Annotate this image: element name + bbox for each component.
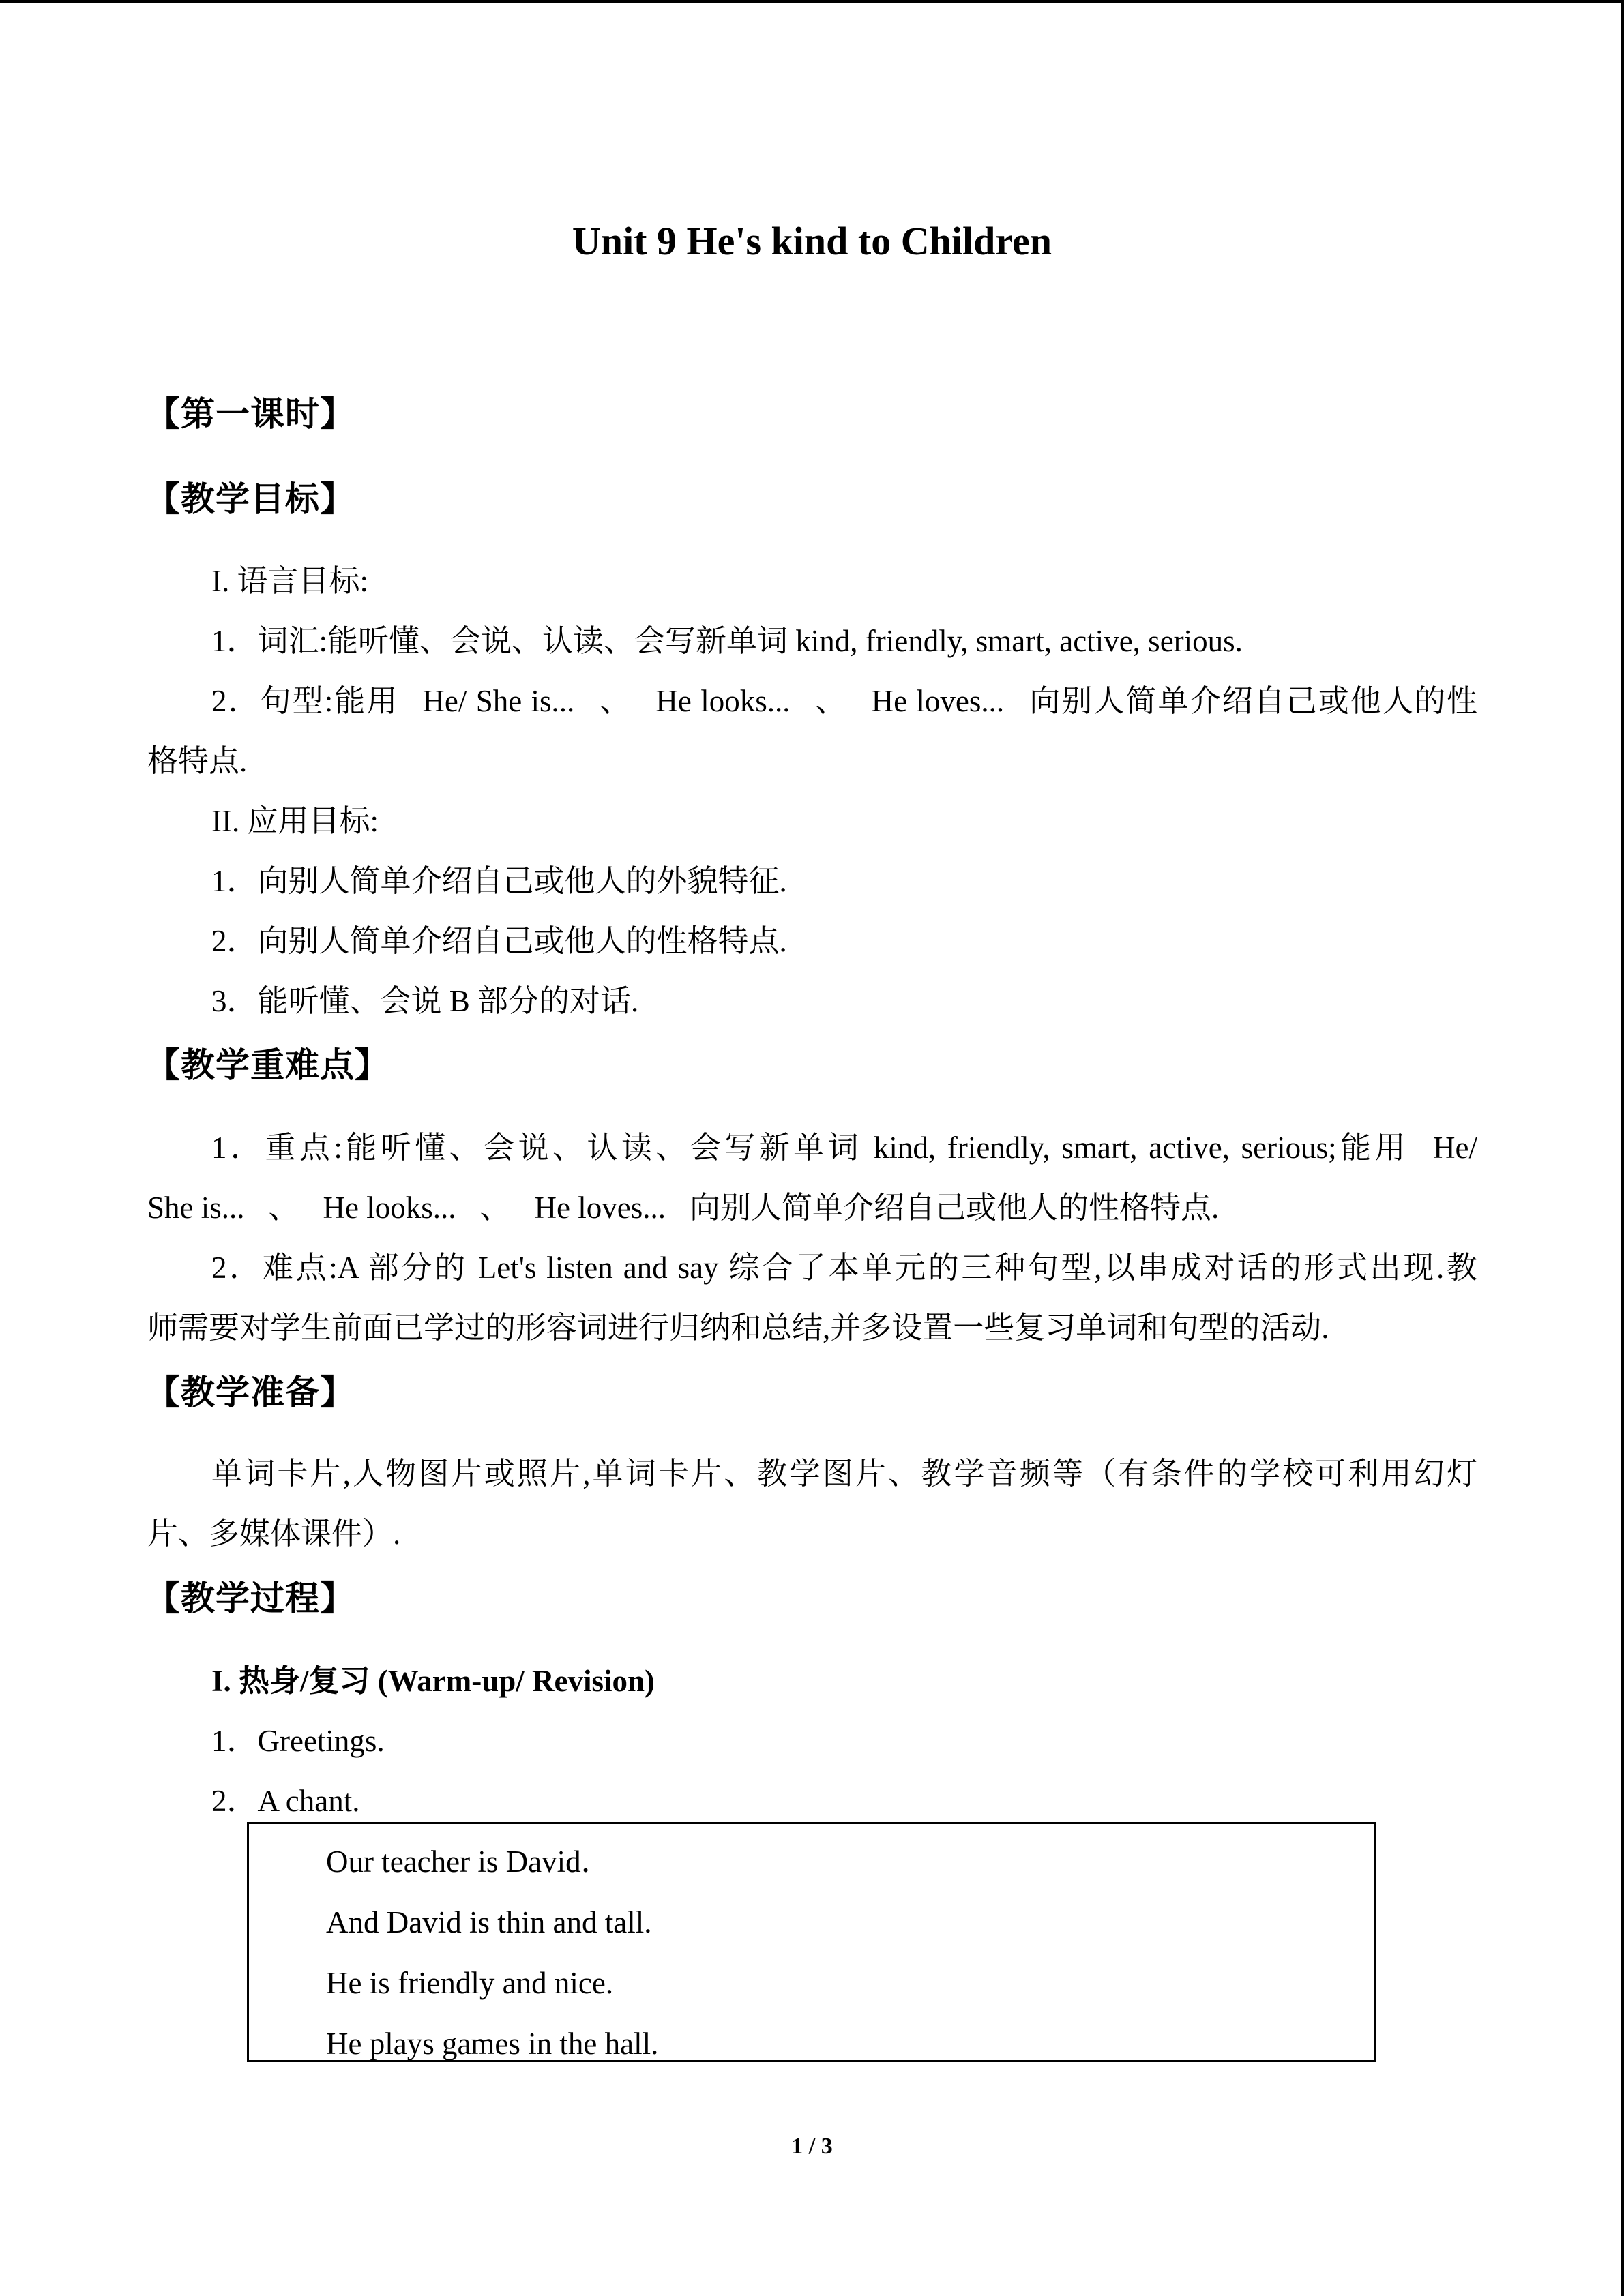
chant-line: Our teacher is David． <box>326 1845 612 1879</box>
objective-application-item-2: 2．向别人简单介绍自己或他人的性格特点. <box>211 924 787 958</box>
key-point-2-cont: 师需要对学生前面已学过的形容词进行归纳和总结,并多设置一些复习单词和句型的活动. <box>147 1311 1329 1345</box>
objective-language-item-2: 2．句型:能用 He/ She is... 、 He looks... 、 He loves... 向别人简单介绍自己或他人的性 <box>211 684 1477 718</box>
page-number: 1 / 3 <box>791 2134 833 2159</box>
objective-language-item-2-cont: 格特点. <box>147 744 248 778</box>
process-item-1: 1．Greetings. <box>211 1724 385 1758</box>
key-point-1-cont: She is... 、 He looks... 、 He loves... 向别人简单介绍自己或他人的性格特点. <box>147 1191 1220 1225</box>
heading-key-points: 【教学重难点】 <box>146 1045 389 1085</box>
key-point-2: 2．难点:A 部分的 Let's listen and say 综合了本单元的三种句型,以串成对话的形式出现.教 <box>211 1251 1477 1285</box>
objective-application-title: II. 应用目标: <box>211 804 379 838</box>
chant-line: He is friendly and nice. <box>326 1966 614 2000</box>
page-border-right <box>1621 0 1624 2296</box>
chant-line: And David is thin and tall. <box>326 1905 652 1939</box>
chant-line: He plays games in the hall. <box>326 2027 659 2061</box>
objective-language-title: I. 语言目标: <box>211 564 368 598</box>
heading-preparation: 【教学准备】 <box>146 1373 355 1412</box>
process-step-title: I. 热身/复习 (Warm-up/ Revision) <box>211 1664 655 1698</box>
document-title: Unit 9 He's kind to Children <box>572 219 1052 263</box>
key-point-1: 1．重点:能听懂、会说、认读、会写新单词 kind, friendly, smart, active, serious;能用 He/ <box>211 1131 1477 1165</box>
page-border-top <box>0 0 1624 3</box>
objective-application-item-3: 3．能听懂、会说 B 部分的对话. <box>211 984 639 1018</box>
preparation-text: 单词卡片,人物图片或照片,单词卡片、教学图片、教学音频等（有条件的学校可利用幻灯 <box>211 1457 1477 1491</box>
objective-application-item-1: 1．向别人简单介绍自己或他人的外貌特征. <box>211 864 787 898</box>
heading-process: 【教学过程】 <box>146 1579 355 1618</box>
preparation-text-cont: 片、多媒体课件）. <box>147 1517 401 1551</box>
heading-lesson: 【第一课时】 <box>146 394 355 434</box>
process-item-2: 2．A chant. <box>211 1784 360 1818</box>
heading-objectives: 【教学目标】 <box>146 479 355 519</box>
objective-language-item-1: 1．词汇:能听懂、会说、认读、会写新单词 kind, friendly, smart, active, serious. <box>211 624 1243 658</box>
